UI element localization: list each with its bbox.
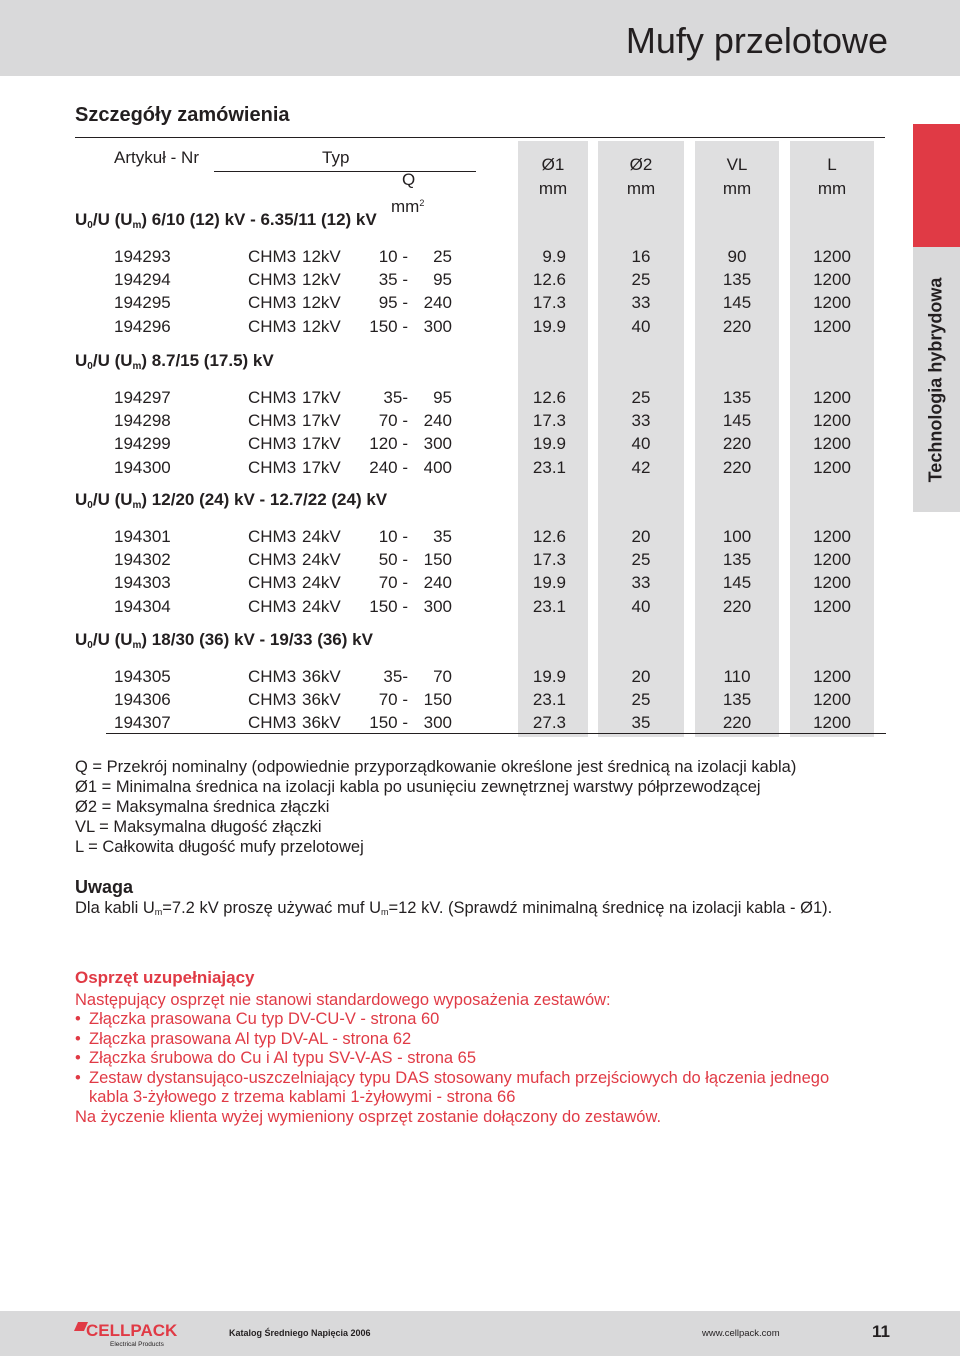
cell-vl: 145 <box>722 573 752 593</box>
legend <box>75 757 796 857</box>
cell-model: CHM3 <box>248 527 297 546</box>
cell-q-max: 300 <box>423 316 452 336</box>
cell-voltage: 36kV <box>302 667 341 686</box>
cell-article-nr: 194297 <box>114 388 171 407</box>
accessory-item: • Złączka śrubowa do Cu i Al typu SV-V-AS - strona 65 <box>75 1049 477 1067</box>
cell-d1: 23.1 <box>532 596 566 616</box>
cell-q-max: 70 <box>433 667 452 686</box>
svg-text:CELLPACK: CELLPACK <box>86 1321 178 1340</box>
cell-article-nr: 194305 <box>114 667 171 686</box>
cell-model: CHM3 <box>248 713 297 733</box>
cell-voltage: 24kV <box>302 527 341 546</box>
cell-d2: 40 <box>631 596 651 616</box>
note-text: Dla kabli $U_m=7.2$ kV proszę używać muf $U_m=12$ kV. (Sprawdź minimalną średnicę na izolacji kabla - Ø1). <box>75 899 833 917</box>
cell-l: 1200 <box>813 316 851 336</box>
table-bottom-rule <box>106 733 886 734</box>
header-artykul: Artykuł - Nr <box>114 148 199 167</box>
cell-q-max: 95 <box>433 270 452 290</box>
cell-vl: 135 <box>722 690 752 710</box>
cell-voltage: 24kV <box>302 573 341 593</box>
cell-vl: 135 <box>722 270 752 290</box>
cell-l: 1200 <box>813 527 851 546</box>
cell-d2: 33 <box>631 573 651 593</box>
legend-q: Q = Przekrój nominalny (odpowiednie przyporządkowanie określone jest średnicą na izolacji kabla) <box>75 758 797 776</box>
cell-vl: 220 <box>722 316 752 336</box>
header-vl-unit: mm <box>722 179 752 198</box>
cell-vl: 135 <box>722 550 752 570</box>
cell-article-nr: 194296 <box>114 316 171 336</box>
cell-model: CHM3 <box>248 596 297 616</box>
cell-voltage: 17kV <box>302 434 341 454</box>
cell-d1: 17.3 <box>532 550 566 570</box>
cell-vl: 100 <box>722 527 752 546</box>
cell-vl: 220 <box>722 434 752 454</box>
cell-model: CHM3 <box>248 667 297 686</box>
header-d1-unit: mm <box>538 179 568 198</box>
cell-voltage: 12kV <box>302 247 341 266</box>
cell-q-min: 150 - <box>369 596 408 616</box>
header-l-unit: mm <box>817 179 847 198</box>
cell-article-nr: 194294 <box>114 270 171 290</box>
cell-q-max: 300 <box>423 434 452 454</box>
cell-l: 1200 <box>813 270 851 290</box>
cell-d1: 12.6 <box>532 388 566 407</box>
cell-voltage: 36kV <box>302 713 341 733</box>
svg-text:Electrical Products: Electrical Products <box>110 1341 164 1348</box>
voltage-group-title: $U_0/U$ $(U_m)$ 6/10 (12) kV - 6.35/11 (12) kV <box>75 210 377 231</box>
legend-l: L = Całkowita długość mufy przelotowej <box>75 838 364 856</box>
cell-model: CHM3 <box>248 411 297 431</box>
cell-article-nr: 194300 <box>114 457 171 477</box>
cell-voltage: 17kV <box>302 388 341 407</box>
cell-d1: 23.1 <box>532 690 566 710</box>
cell-vl: 220 <box>722 596 752 616</box>
cell-q-min: 150 - <box>369 316 408 336</box>
cell-d2: 40 <box>631 434 651 454</box>
cell-d2: 25 <box>631 550 651 570</box>
accessories <box>75 968 829 1127</box>
cell-voltage: 24kV <box>302 550 341 570</box>
cell-article-nr: 194307 <box>114 713 171 733</box>
cell-l: 1200 <box>813 667 851 686</box>
cell-model: CHM3 <box>248 690 297 710</box>
accessory-item: • Złączka prasowana Cu typ DV-CU-V - strona 60 <box>75 1010 440 1028</box>
cell-model: CHM3 <box>248 293 297 313</box>
header-d1: Ø1 <box>541 155 565 174</box>
cell-q-max: 400 <box>423 457 452 477</box>
cell-q-max: 240 <box>423 411 452 431</box>
header-typ: Typ <box>322 148 350 167</box>
cell-article-nr: 194293 <box>114 247 171 266</box>
accessory-item: • Złączka prasowana Al typ DV-AL - strona 62 <box>75 1029 412 1048</box>
note-title: Uwaga <box>75 877 134 897</box>
cell-q-max: 240 <box>423 293 452 313</box>
typ-underline <box>214 171 476 172</box>
cell-vl: 220 <box>722 713 752 733</box>
cell-voltage: 12kV <box>302 270 341 290</box>
cell-q-min: 35- <box>383 388 408 407</box>
header-d2-unit: mm <box>626 179 656 198</box>
cell-d1: 12.6 <box>532 527 566 546</box>
cell-d1: 19.9 <box>532 667 566 686</box>
cell-l: 1200 <box>813 690 851 710</box>
side-tab-label: Technologia hybrydowa <box>925 277 946 483</box>
header-q-unit: $mm^2$ <box>391 197 425 216</box>
cell-d2: 40 <box>631 316 651 336</box>
cell-l: 1200 <box>813 411 851 431</box>
cell-l: 1200 <box>813 573 851 593</box>
header-rule <box>75 137 885 138</box>
cell-d2: 20 <box>631 527 651 546</box>
cell-d1: 23.1 <box>532 457 566 477</box>
cell-q-min: 10 - <box>378 527 408 546</box>
cell-q-min: 50 - <box>378 550 408 570</box>
cell-vl: 145 <box>722 411 752 431</box>
voltage-group-title: $U_0/U$ $(U_m)$ 12/20 (24) kV - 12.7/22 (24) kV <box>75 490 388 511</box>
cell-q-max: 150 <box>423 690 452 710</box>
cell-l: 1200 <box>813 247 851 266</box>
legend-d1: Ø1 = Minimalna średnica na izolacji kabla po usunięciu zewnętrznej warstwy półprzewodzącej <box>75 778 761 796</box>
cell-l: 1200 <box>813 457 851 477</box>
cell-article-nr: 194301 <box>114 527 171 546</box>
header-d2: Ø2 <box>629 155 653 174</box>
cell-d1: 19.9 <box>532 434 566 454</box>
accessories-intro: Następujący osprzęt nie stanowi standardowego wyposażenia zestawów: <box>75 990 611 1009</box>
cell-voltage: 12kV <box>302 293 341 313</box>
cell-model: CHM3 <box>248 434 297 454</box>
cell-voltage: 17kV <box>302 457 341 477</box>
cell-voltage: 12kV <box>302 316 341 336</box>
cell-model: CHM3 <box>248 573 297 593</box>
cell-d2: 25 <box>631 270 651 290</box>
cell-q-min: 120 - <box>369 434 408 454</box>
cell-model: CHM3 <box>248 457 297 477</box>
cell-article-nr: 194302 <box>114 550 171 570</box>
cell-d1: 19.9 <box>532 573 566 593</box>
cell-d2: 35 <box>631 713 651 733</box>
cell-model: CHM3 <box>248 316 297 336</box>
legend-d2: Ø2 = Maksymalna średnica złączki <box>75 798 330 816</box>
cell-d2: 25 <box>631 690 651 710</box>
accessory-item-continuation: kabla 3-żyłowego z trzema kablami 1-żyłowymi - strona 66 <box>89 1088 516 1106</box>
header-q: Q <box>402 170 416 189</box>
cell-d2: 42 <box>631 457 651 477</box>
cell-model: CHM3 <box>248 247 297 266</box>
cell-d1: 19.9 <box>532 316 566 336</box>
cell-q-max: 300 <box>423 596 452 616</box>
cell-article-nr: 194306 <box>114 690 171 710</box>
section-title: Szczegóły zamówienia <box>75 104 290 126</box>
cell-q-min: 10 - <box>378 247 408 266</box>
cell-l: 1200 <box>813 550 851 570</box>
cell-d1: 17.3 <box>532 411 566 431</box>
cell-q-max: 25 <box>433 247 452 266</box>
cell-d2: 33 <box>631 293 651 313</box>
footer-website[interactable]: www.cellpack.com <box>702 1328 780 1339</box>
bullet-icon: • <box>75 1049 81 1067</box>
cell-q-max: 35 <box>433 527 452 546</box>
cellpack-logo <box>74 1318 184 1350</box>
cell-q-max: 95 <box>433 388 452 407</box>
cell-vl: 145 <box>722 293 752 313</box>
accessories-title: Osprzęt uzupełniający <box>75 968 255 987</box>
cell-q-min: 240 - <box>369 457 408 477</box>
cell-d2: 20 <box>631 667 651 686</box>
cell-d2: 16 <box>631 247 651 266</box>
cell-l: 1200 <box>813 596 851 616</box>
voltage-group-title: $U_0/U$ $(U_m)$ 8.7/15 (17.5) kV <box>75 351 274 372</box>
cell-q-max: 240 <box>423 573 452 593</box>
cell-vl: 110 <box>723 667 751 686</box>
cell-l: 1200 <box>813 388 851 407</box>
cell-article-nr: 194295 <box>114 293 171 313</box>
cell-voltage: 36kV <box>302 690 341 710</box>
cell-article-nr: 194299 <box>114 434 171 454</box>
cell-d1: 12.6 <box>532 270 566 290</box>
cell-model: CHM3 <box>248 388 297 407</box>
cell-voltage: 17kV <box>302 411 341 431</box>
cell-vl: 90 <box>727 247 747 266</box>
voltage-group-title: $U_0/U$ $(U_m)$ 18/30 (36) kV - 19/33 (36) kV <box>75 630 373 651</box>
bullet-icon: • <box>75 1068 81 1087</box>
cell-d2: 25 <box>631 388 651 407</box>
cell-vl: 135 <box>722 388 752 407</box>
side-tab-accent <box>913 124 960 247</box>
cell-model: CHM3 <box>248 270 297 290</box>
footer-catalog: Katalog Średniego Napięcia 2006 <box>229 1328 371 1338</box>
cell-d2: 33 <box>631 411 651 431</box>
cell-d1: 17.3 <box>532 293 566 313</box>
cell-q-min: 95 - <box>378 293 408 313</box>
header-vl: VL <box>726 155 748 174</box>
cell-article-nr: 194303 <box>114 573 171 593</box>
cell-vl: 220 <box>722 457 752 477</box>
cell-q-max: 150 <box>423 550 452 570</box>
cell-q-min: 70 - <box>378 573 408 593</box>
bullet-icon: • <box>75 1029 81 1048</box>
cell-l: 1200 <box>813 293 851 313</box>
cell-l: 1200 <box>813 434 851 454</box>
cell-voltage: 24kV <box>302 596 341 616</box>
cell-q-max: 300 <box>423 713 452 733</box>
bullet-icon: • <box>75 1010 81 1028</box>
page-title: Mufy przelotowe <box>625 20 888 61</box>
legend-vl: VL = Maksymalna długość złączki <box>75 818 322 836</box>
cell-d1: 9.9 <box>542 247 566 266</box>
page-number: 11 <box>872 1322 890 1341</box>
accessories-note: Na życzenie klienta wyżej wymieniony osprzęt zostanie dołączony do zestawów. <box>75 1107 662 1126</box>
cell-model: CHM3 <box>248 550 297 570</box>
cell-q-min: 150 - <box>369 713 408 733</box>
cell-article-nr: 194298 <box>114 411 171 431</box>
cell-q-min: 70 - <box>378 411 408 431</box>
header-l: L <box>827 155 837 174</box>
accessory-item: • Zestaw dystansująco-uszczelniający typu DAS stosowany mufach przejściowych do łączenia jednego <box>75 1068 830 1087</box>
cell-q-min: 70 - <box>378 690 408 710</box>
cell-article-nr: 194304 <box>114 596 171 616</box>
cell-q-min: 35 - <box>378 270 408 290</box>
cell-d1: 27.3 <box>532 713 566 733</box>
cell-q-min: 35- <box>383 667 408 686</box>
cell-l: 1200 <box>813 713 851 733</box>
